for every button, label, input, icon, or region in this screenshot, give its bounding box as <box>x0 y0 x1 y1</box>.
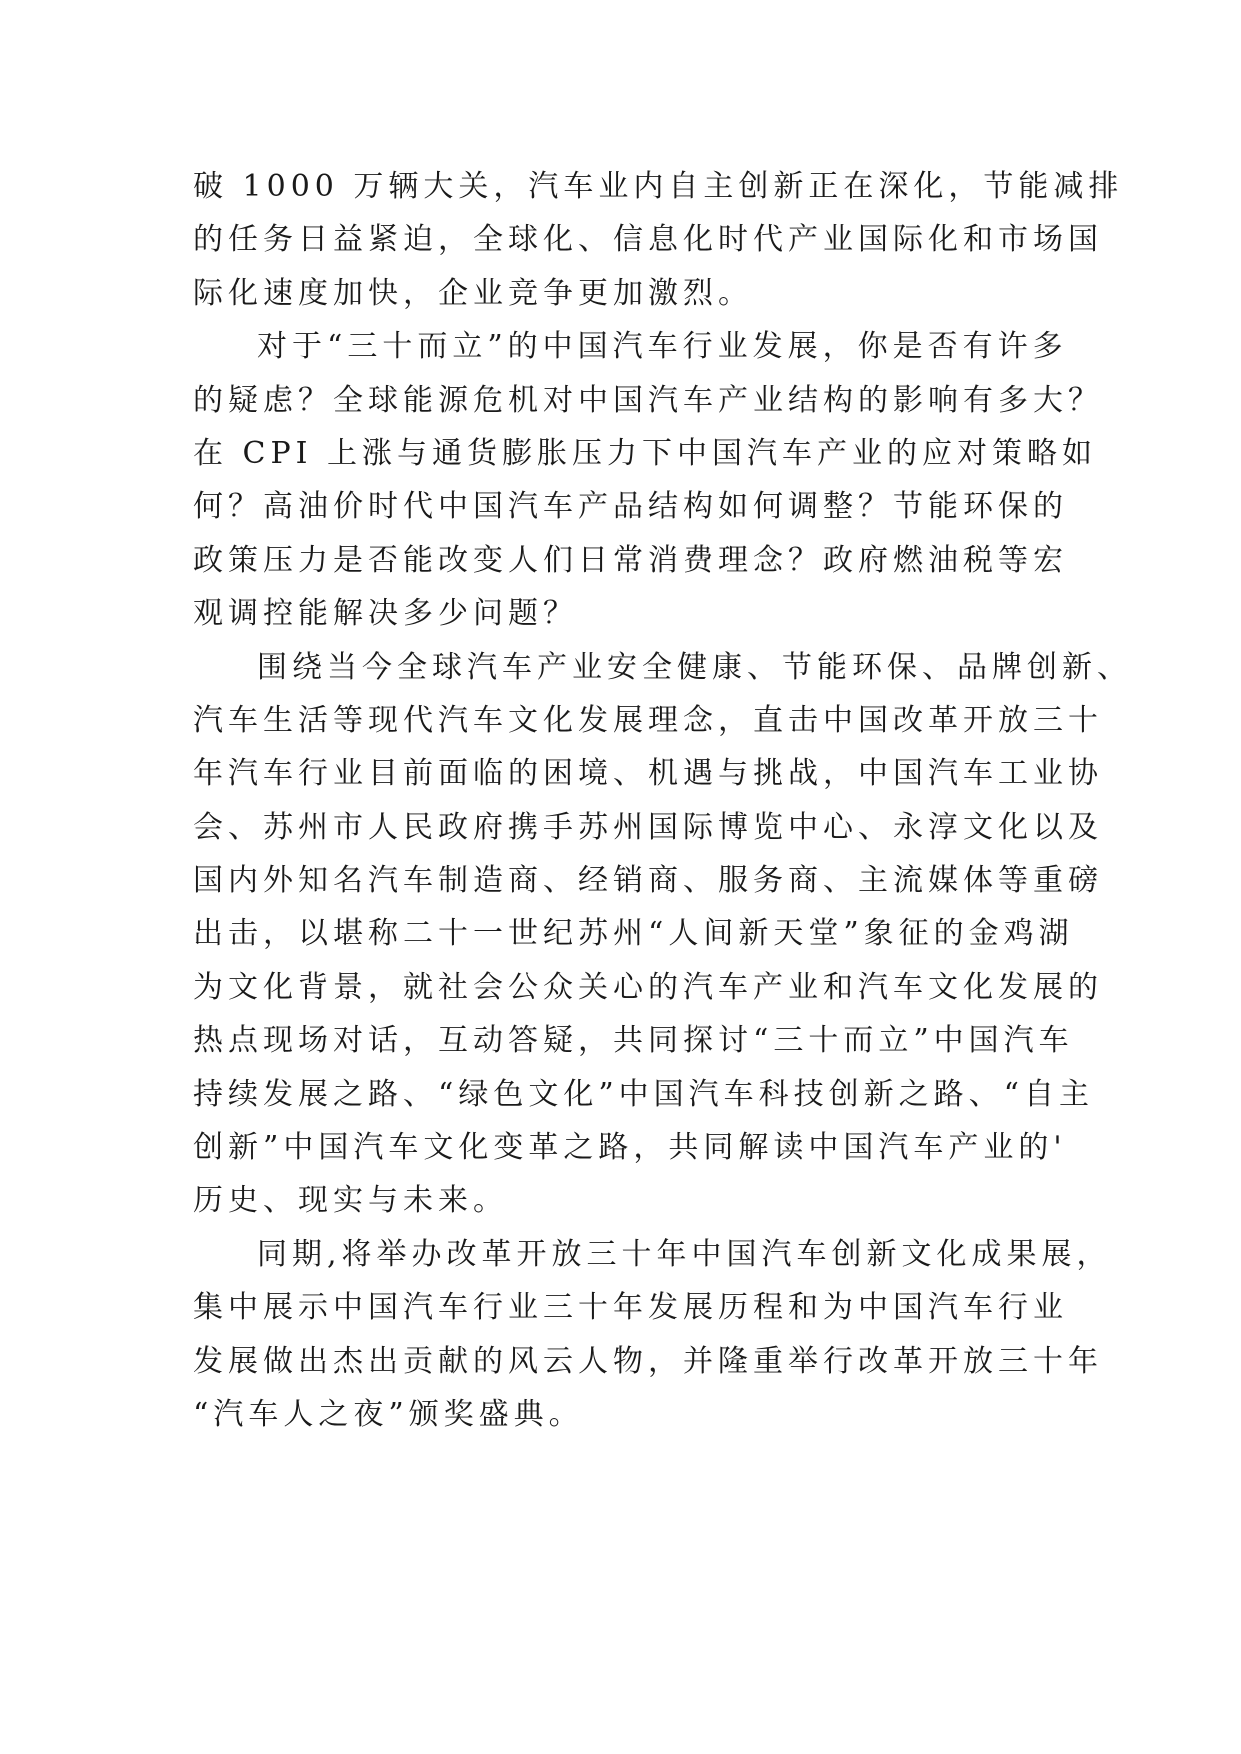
paragraph-first-line: 围绕当今全球汽车产业安全健康、节能环保、品牌创新、 <box>257 649 1132 685</box>
text-line: “汽车人之夜”颁奖盛典。 <box>193 1396 584 1432</box>
text-line: 在 CPI 上涨与通货膨胀压力下中国汽车产业的应对策略如 <box>193 435 1098 471</box>
text-line: 年汽车行业目前面临的困境、机遇与挑战，中国汽车工业协 <box>193 756 1103 792</box>
text-line: 集中展示中国汽车行业三十年发展历程和为中国汽车行业 <box>193 1290 1068 1326</box>
text-line: 创新”中国汽车文化变革之路，共同解读中国汽车产业的' <box>193 1130 1067 1166</box>
text-line: 持续发展之路、“绿色文化”中国汽车科技创新之路、“自主 <box>193 1076 1095 1112</box>
body-text <box>193 160 1132 1441</box>
text-line: 的任务日益紧迫，全球化、信息化时代产业国际化和市场国 <box>193 222 1103 258</box>
text-line: 为文化背景，就社会公众关心的汽车产业和汽车文化发展的 <box>193 969 1103 1005</box>
text-line: 何？高油价时代中国汽车产品结构如何调整？节能环保的 <box>193 489 1068 525</box>
text-line: 出击，以堪称二十一世纪苏州“人间新天堂”象征的金鸡湖 <box>193 916 1074 952</box>
text-line: 政策压力是否能改变人们日常消费理念？政府燃油税等宏 <box>193 542 1068 578</box>
text-line: 际化速度加快，企业竞争更加激烈。 <box>193 275 753 311</box>
text-line: 汽车生活等现代汽车文化发展理念，直击中国改革开放三十 <box>193 702 1103 738</box>
text-line: 观调控能解决多少问题？ <box>193 596 578 632</box>
paragraph-first-line: 对于“三十而立”的中国汽车行业发展，你是否有许多 <box>257 329 1068 365</box>
text-line: 的疑虑？全球能源危机对中国汽车产业结构的影响有多大？ <box>193 382 1103 418</box>
text-line: 发展做出杰出贡献的风云人物，并隆重举行改革开放三十年 <box>193 1343 1103 1379</box>
text-line: 破 1000 万辆大关，汽车业内自主创新正在深化，节能减排 <box>193 169 1124 204</box>
text-line: 热点现场对话，互动答疑，共同探讨“三十而立”中国汽车 <box>193 1023 1074 1059</box>
text-line: 会、苏州市人民政府携手苏州国际博览中心、永淳文化以及 <box>193 809 1103 845</box>
text-line: 国内外知名汽车制造商、经销商、服务商、主流媒体等重磅 <box>193 863 1103 899</box>
text-line: 历史、现实与未来。 <box>193 1183 508 1219</box>
paragraph-first-line: 同期,将举办改革开放三十年中国汽车创新文化成果展， <box>257 1236 1112 1272</box>
